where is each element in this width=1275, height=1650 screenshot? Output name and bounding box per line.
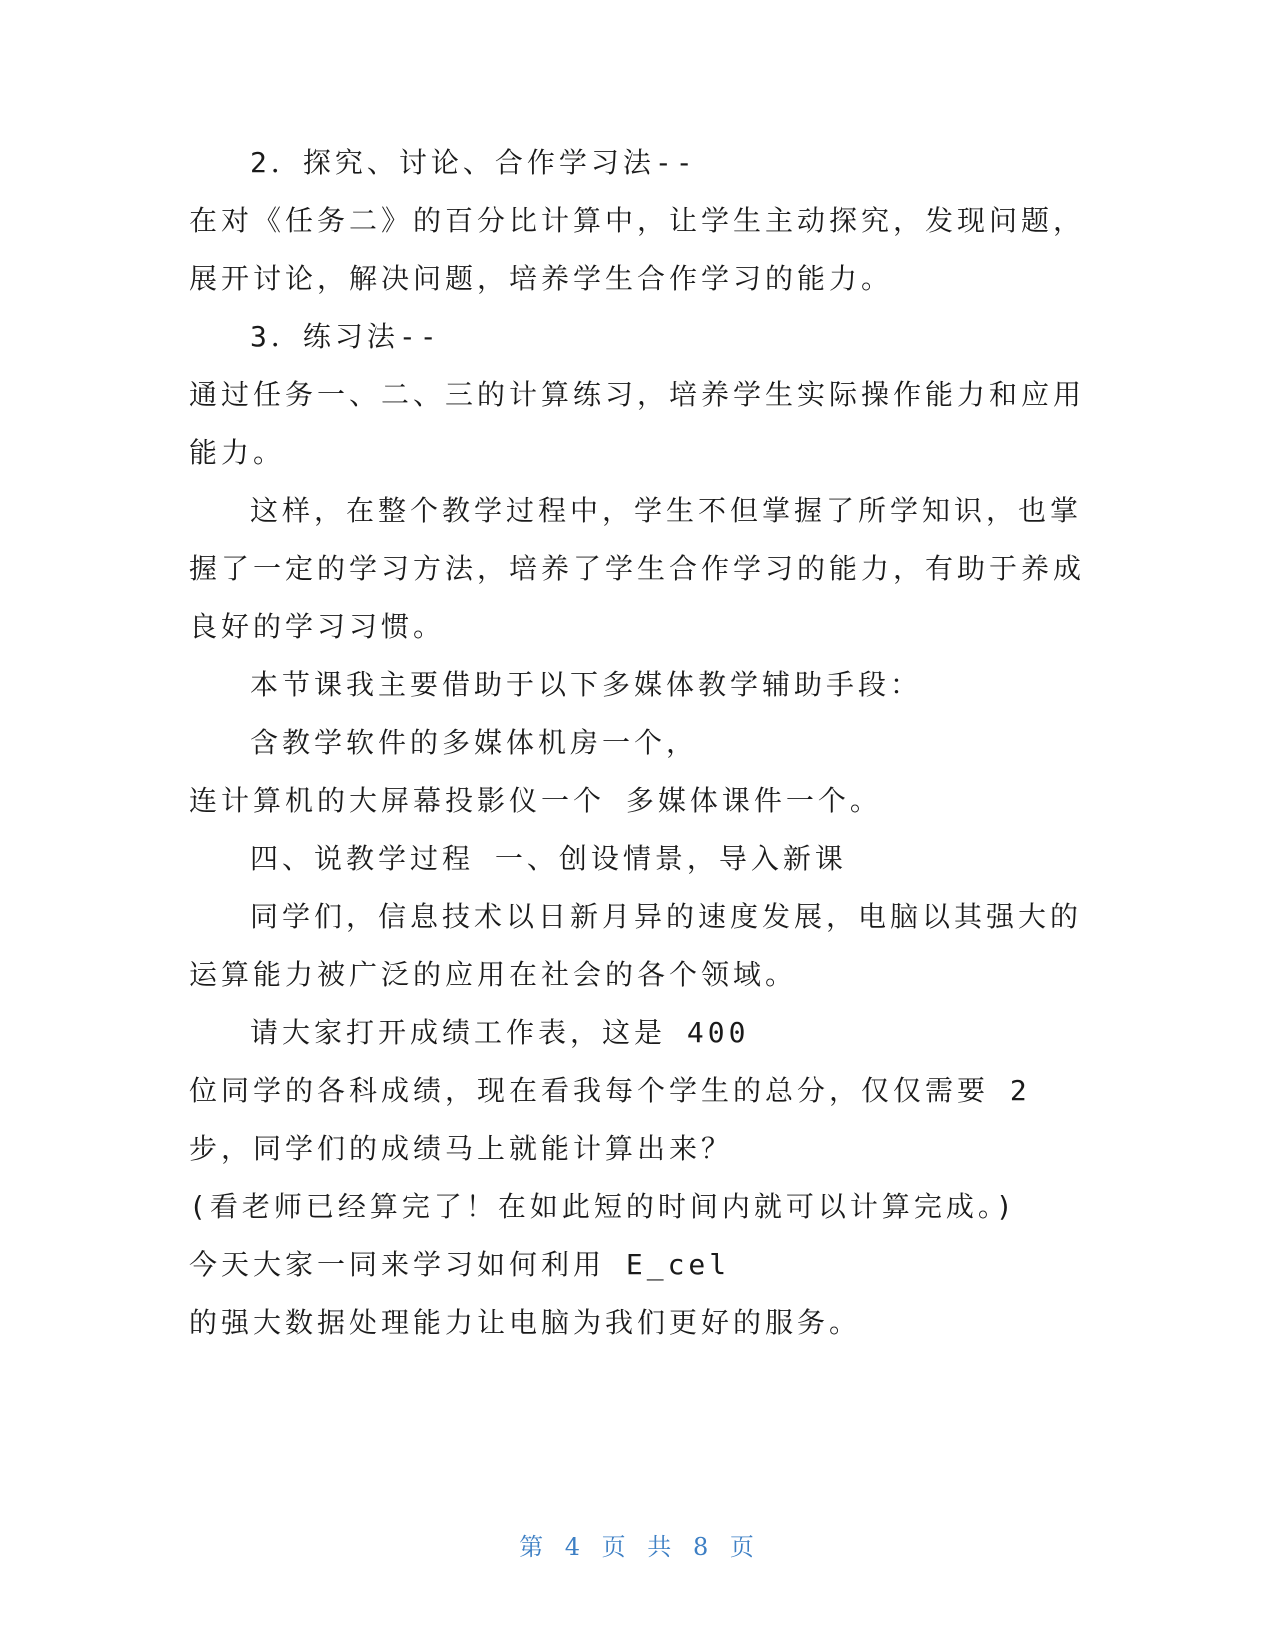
text-line: 的强大数据处理能力让电脑为我们更好的服务。 — [189, 1306, 862, 1339]
text-line: 步，同学们的成绩马上就能计算出来？ — [189, 1132, 734, 1165]
text-line: 本节课我主要借助于以下多媒体教学辅助手段： — [250, 668, 923, 701]
text-line: 今天大家一同来学习如何利用 E_cel — [189, 1248, 731, 1281]
text-line: 能力。 — [189, 436, 286, 469]
text-line: 2．探究、讨论、合作学习法-- — [250, 146, 697, 179]
text-line: 同学们，信息技术以日新月异的速度发展，电脑以其强大的 — [250, 900, 1083, 933]
text-line: 请大家打开成绩工作表，这是 400 — [250, 1016, 750, 1049]
text-line: 连计算机的大屏幕投影仪一个 多媒体课件一个。 — [189, 784, 882, 817]
text-line: 展开讨论，解决问题，培养学生合作学习的能力。 — [189, 262, 894, 295]
text-line: 四、说教学过程 一、创设情景，导入新课 — [250, 842, 847, 875]
text-line: 这样，在整个教学过程中，学生不但掌握了所学知识，也掌 — [250, 494, 1083, 527]
text-line: 在对《任务二》的百分比计算中，让学生主动探究，发现问题， — [189, 204, 1086, 237]
text-line: 含教学软件的多媒体机房一个， — [250, 726, 699, 759]
text-line: 位同学的各科成绩，现在看我每个学生的总分，仅仅需要 2 — [189, 1074, 1031, 1107]
text-line: 通过任务一、二、三的计算练习，培养学生实际操作能力和应用 — [189, 378, 1086, 411]
page-number-footer: 第 4 页 共 8 页 — [519, 1533, 756, 1561]
text-line: 良好的学习习惯。 — [189, 610, 446, 643]
text-line: 握了一定的学习方法，培养了学生合作学习的能力，有助于养成 — [189, 552, 1086, 585]
text-line: 运算能力被广泛的应用在社会的各个领域。 — [189, 958, 798, 991]
text-line: (看老师已经算完了！在如此短的时间内就可以计算完成。) — [189, 1190, 1017, 1223]
text-line: 3．练习法-- — [250, 320, 441, 353]
